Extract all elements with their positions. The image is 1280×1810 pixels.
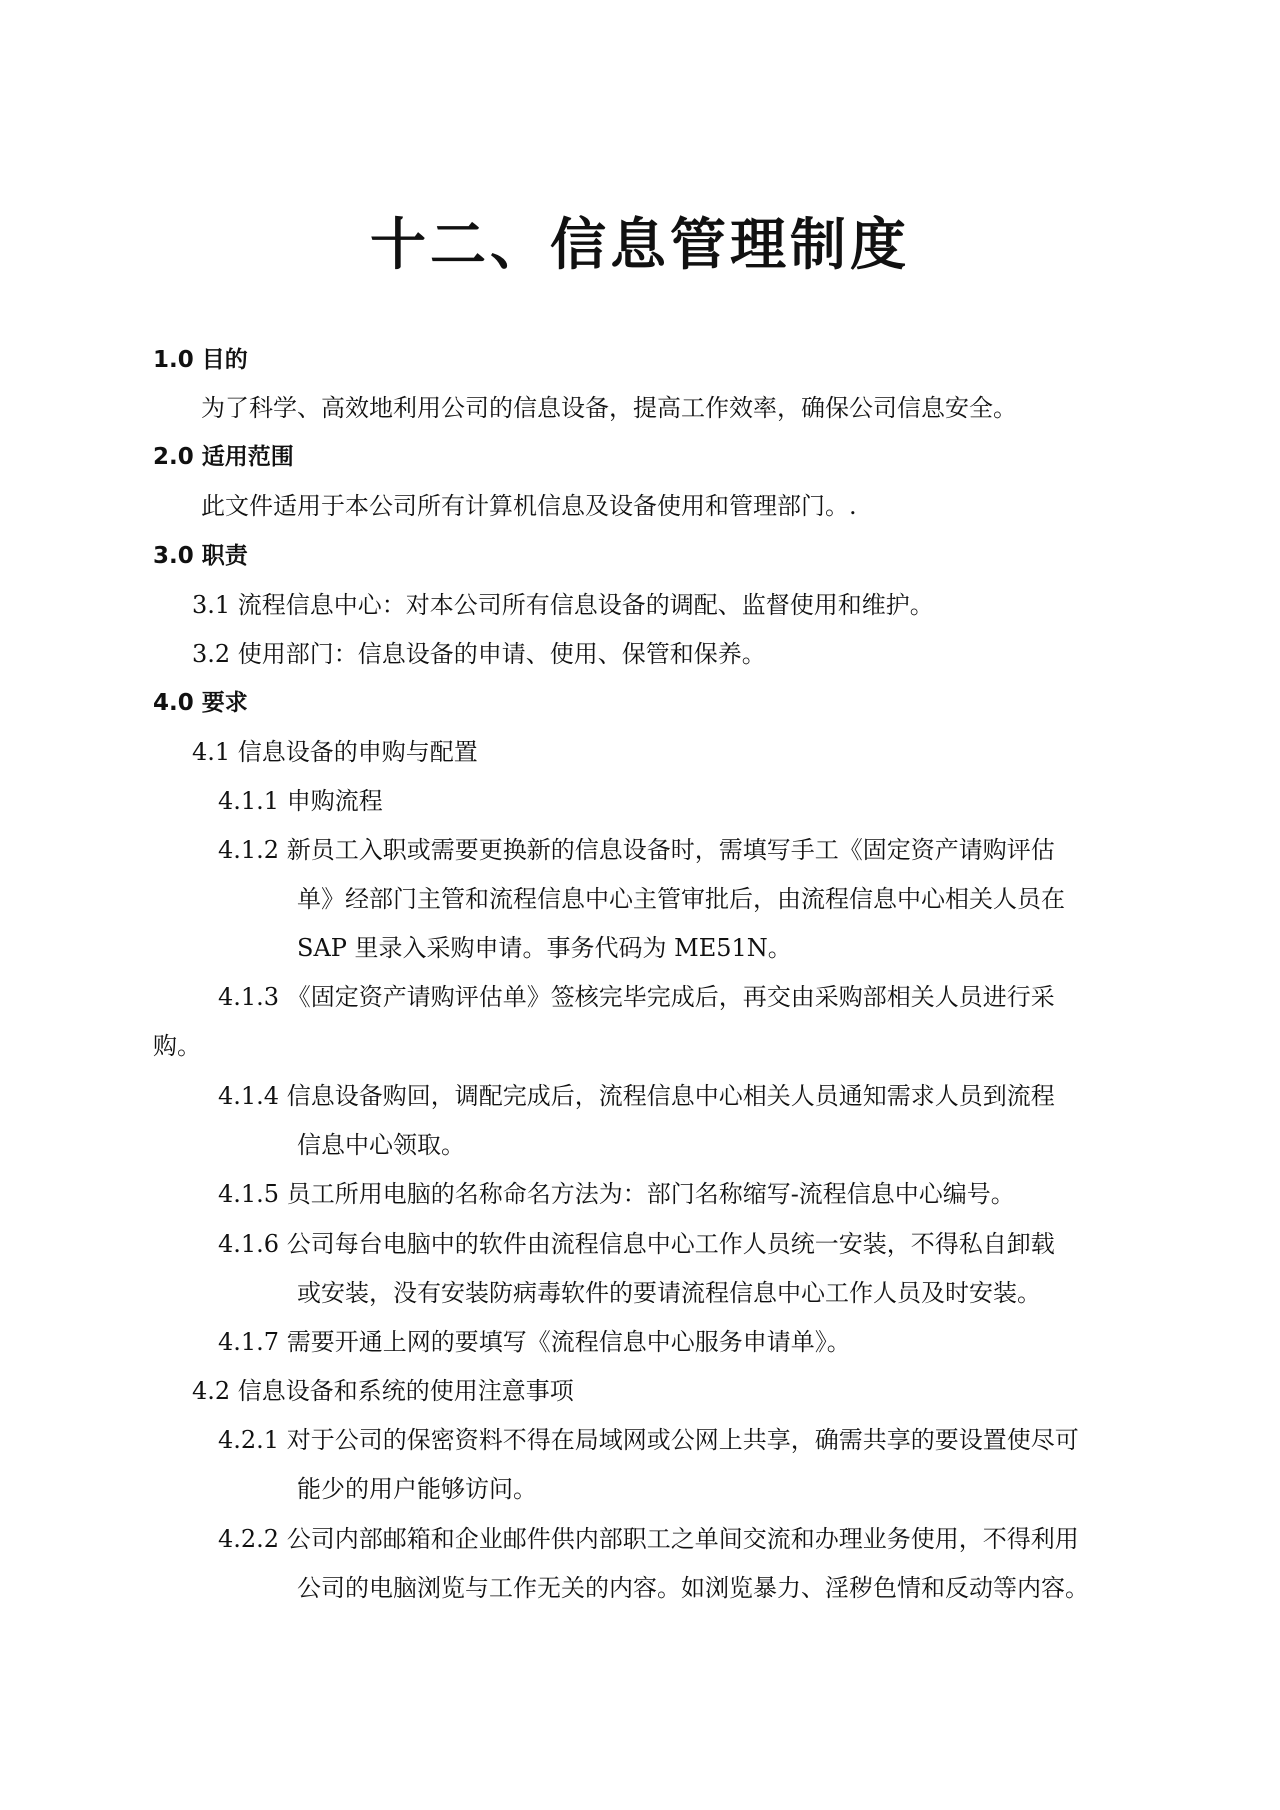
purpose-text: 为了科学、高效地利用公司的信息设备，提高工作效率，确保公司信息安全。 — [201, 394, 1017, 422]
item-4-1-7: 4.1.7 需要开通上网的要填写《流程信息中心服务申请单》。 — [218, 1328, 851, 1356]
item-4-1-3-line-1: 4.1.3 《固定资产请购评估单》签核完毕完成后，再交由采购部相关人员进行采 — [218, 983, 1055, 1011]
item-4-1-2-line-1: 4.1.2 新员工入职或需要更换新的信息设备时，需填写手工《固定资产请购评估 — [218, 836, 1055, 864]
item-4-1-2-line-2: 单》经部门主管和流程信息中心主管审批后，由流程信息中心相关人员在 — [297, 885, 1065, 913]
item-4-2-2-line-1: 4.2.2 公司内部邮箱和企业邮件供内部职工之单间交流和办理业务使用，不得利用 — [218, 1525, 1079, 1553]
item-4-1-6-line-2: 或安装，没有安装防病毒软件的要请流程信息中心工作人员及时安装。 — [297, 1279, 1041, 1307]
item-4-1: 4.1 信息设备的申购与配置 — [192, 738, 478, 766]
item-4-1-4-line-1: 4.1.4 信息设备购回，调配完成后，流程信息中心相关人员通知需求人员到流程 — [218, 1082, 1055, 1110]
item-4-1-5: 4.1.5 员工所用电脑的名称命名方法为：部门名称缩写-流程信息中心编号。 — [218, 1180, 1015, 1208]
item-4-2-1-line-1: 4.2.1 对于公司的保密资料不得在局域网或公网上共享，确需共享的要设置使尽可 — [218, 1426, 1079, 1454]
item-4-1-6-line-1: 4.1.6 公司每台电脑中的软件由流程信息中心工作人员统一安装，不得私自卸载 — [218, 1230, 1055, 1258]
item-4-1-2-line-3: SAP 里录入采购申请。事务代码为 ME51N。 — [297, 934, 792, 962]
section-heading-scope: 2.0 适用范围 — [153, 444, 294, 470]
item-4-1-1: 4.1.1 申购流程 — [218, 787, 383, 815]
item-3-1: 3.1 流程信息中心：对本公司所有信息设备的调配、监督使用和维护。 — [192, 591, 934, 619]
section-heading-responsibilities: 3.0 职责 — [153, 543, 248, 569]
section-heading-requirements: 4.0 要求 — [153, 690, 248, 716]
item-4-1-4-line-2: 信息中心领取。 — [297, 1131, 465, 1159]
item-3-2: 3.2 使用部门：信息设备的申请、使用、保管和保养。 — [192, 640, 766, 668]
document-title: 十二、信息管理制度 — [370, 212, 910, 278]
item-4-2: 4.2 信息设备和系统的使用注意事项 — [192, 1377, 574, 1405]
item-4-1-3-line-2: 购。 — [153, 1032, 201, 1060]
section-heading-purpose: 1.0 目的 — [153, 347, 248, 373]
scope-text: 此文件适用于本公司所有计算机信息及设备使用和管理部门。. — [201, 492, 857, 520]
item-4-2-1-line-2: 能少的用户能够访问。 — [297, 1475, 537, 1503]
item-4-2-2-line-2: 公司的电脑浏览与工作无关的内容。如浏览暴力、淫秽色情和反动等内容。 — [297, 1574, 1089, 1602]
